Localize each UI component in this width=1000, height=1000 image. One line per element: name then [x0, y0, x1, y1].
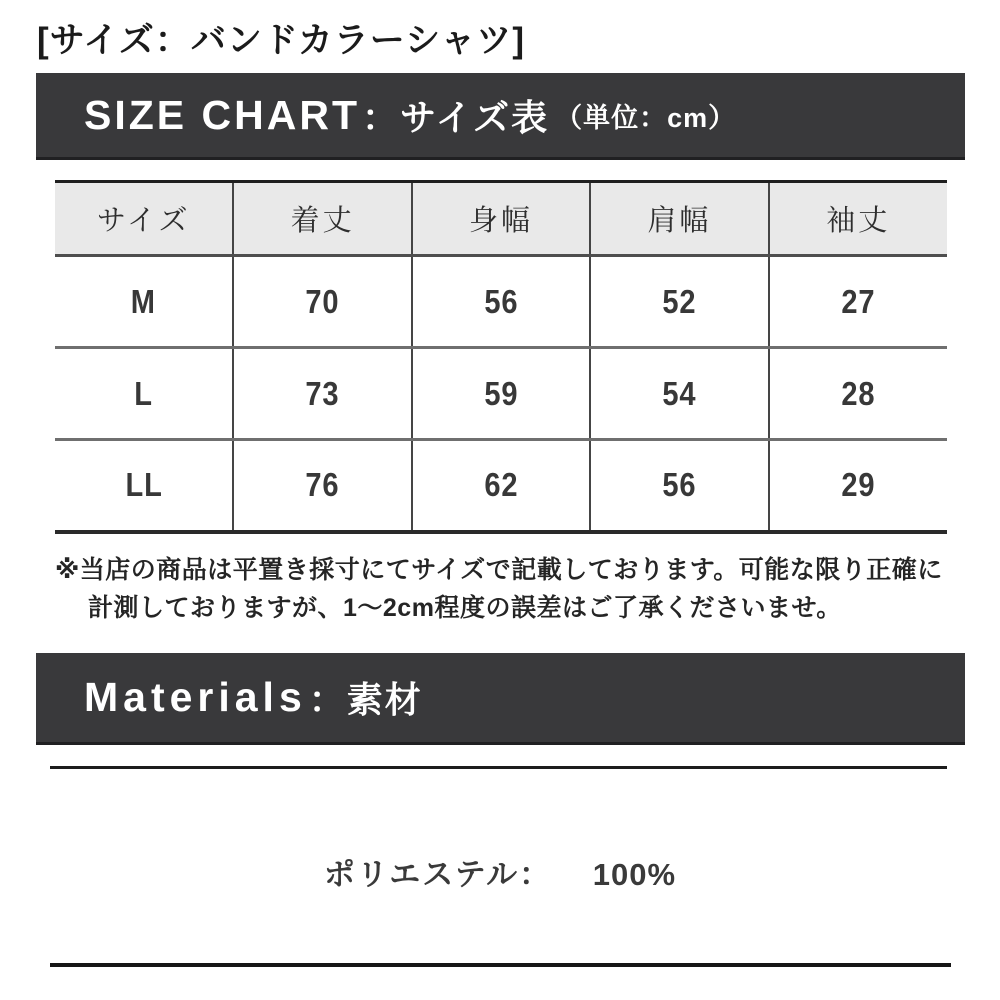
size-chart-banner-sep: ：: [362, 96, 399, 138]
size-table: [55, 180, 947, 534]
size-label: L: [134, 374, 154, 412]
table-row-l: [55, 348, 947, 440]
measurement-note: [55, 551, 955, 627]
size-table-body: [55, 256, 947, 532]
value-label: 56: [662, 466, 697, 504]
value-label: 73: [305, 374, 340, 412]
cell-value: [233, 348, 411, 440]
header-width: 身幅: [412, 182, 590, 256]
cell-value: [590, 256, 768, 348]
size-label: LL: [125, 466, 163, 504]
materials-banner-en: Materials: [84, 674, 307, 720]
cell-size: [55, 440, 233, 532]
value-label: 28: [841, 374, 876, 412]
materials-banner-jp: 素材: [346, 679, 423, 720]
cell-value: [769, 348, 947, 440]
material-value: 100%: [592, 857, 677, 892]
materials-banner-sep: ：: [308, 679, 345, 720]
cell-value: [233, 440, 411, 532]
table-row-m: [55, 256, 947, 348]
value-label: 54: [662, 374, 697, 412]
size-chart-banner: [36, 73, 965, 160]
material-name: ポリエステル：: [323, 857, 553, 892]
materials-divider-top: [50, 766, 947, 769]
value-label: 62: [483, 466, 519, 504]
cell-value: [590, 348, 768, 440]
header-row: [55, 182, 947, 256]
cell-value: [412, 440, 590, 532]
header-size: サイズ: [55, 182, 233, 256]
cell-value: [590, 440, 768, 532]
size-chart-banner-en: SIZE CHART: [84, 91, 360, 138]
header-sleeve: 袖丈: [769, 182, 947, 256]
materials-divider-bottom: [50, 963, 951, 967]
size-label: M: [131, 282, 157, 320]
size-chart-banner-jp: サイズ表: [400, 96, 550, 138]
value-label: 27: [841, 282, 876, 320]
value-label: 59: [483, 374, 519, 412]
value-label: 56: [483, 282, 519, 320]
size-table-head: [55, 182, 947, 256]
page-title: [サイズ：バンドカラーシャツ]: [37, 21, 526, 60]
size-chart-banner-unit: （単位：cm）: [555, 102, 737, 133]
cell-value: [769, 256, 947, 348]
value-label: 29: [841, 466, 876, 504]
header-length: 着丈: [233, 182, 411, 256]
cell-value: [412, 256, 590, 348]
value-label: 70: [305, 282, 340, 320]
note-line-2: 計測しておりますが、1〜2cm程度の誤差はご了承くださいませ。: [88, 594, 842, 622]
cell-size: [55, 256, 233, 348]
cell-value: [412, 348, 590, 440]
value-label: 52: [662, 282, 697, 320]
table-row-ll: [55, 440, 947, 532]
value-label: 76: [305, 466, 340, 504]
cell-value: [233, 256, 411, 348]
note-line-1: ※当店の商品は平置き採寸にてサイズで記載しております。可能な限り正確に: [55, 556, 943, 584]
cell-size: [55, 348, 233, 440]
materials-banner: [36, 653, 965, 745]
cell-value: [769, 440, 947, 532]
header-shoulder: 肩幅: [590, 182, 768, 256]
materials-composition: [0, 849, 1000, 894]
